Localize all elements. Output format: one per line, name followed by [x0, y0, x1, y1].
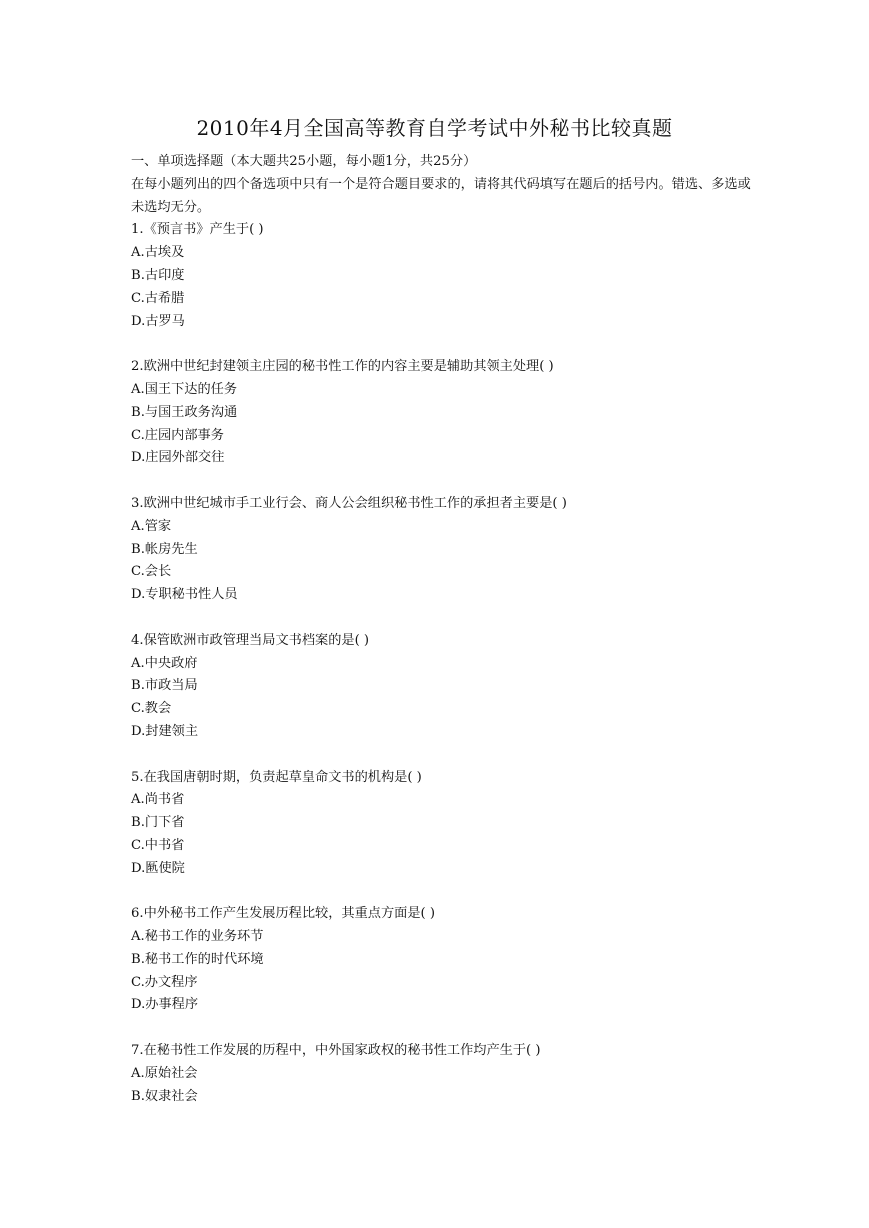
- option-b: B.秘书工作的时代环境: [131, 951, 264, 967]
- option-d: D.专职秘书性人员: [131, 587, 238, 603]
- document-body: [131, 151, 751, 1108]
- option-c: C.会长: [131, 564, 172, 580]
- question-stem: 5.在我国唐朝时期，负责起草皇命文书的机构是( ): [131, 769, 422, 785]
- option-b: B.古印度: [131, 267, 185, 283]
- question-1: [131, 219, 751, 333]
- question-stem: 7.在秘书性工作发展的历程中，中外国家政权的秘书性工作均产生于( ): [131, 1043, 541, 1059]
- option-b: B.市政当局: [131, 678, 198, 694]
- option-a: A.管家: [131, 518, 172, 534]
- option-b: B.奴隶社会: [131, 1088, 198, 1104]
- question-stem: 6.中外秘书工作产生发展历程比较，其重点方面是( ): [131, 906, 435, 922]
- question-stem: 1.《预言书》产生于( ): [131, 222, 264, 238]
- option-d: D.匦使院: [131, 860, 185, 876]
- option-a: A.尚书省: [131, 792, 185, 808]
- option-c: C.庄园内部事务: [131, 427, 224, 443]
- question-stem: 4.保管欧洲市政管理当局文书档案的是( ): [131, 632, 370, 648]
- section-heading: 一、单项选择题（本大题共25小题，每小题1分，共25分）: [131, 154, 477, 169]
- option-d: D.办事程序: [131, 997, 199, 1013]
- question-stem: 2.欧洲中世纪封建领主庄园的秘书性工作的内容主要是辅助其领主处理( ): [131, 359, 554, 375]
- option-b: B.帐房先生: [131, 541, 198, 557]
- option-a: A.秘书工作的业务环节: [131, 929, 264, 945]
- option-a: A.中央政府: [131, 655, 198, 671]
- question-4: [131, 630, 751, 744]
- option-c: C.办文程序: [131, 974, 198, 990]
- question-6: [131, 903, 751, 1017]
- option-d: D.庄园外部交往: [131, 450, 225, 466]
- option-d: D.封建领主: [131, 723, 199, 739]
- question-3: [131, 493, 751, 607]
- section-instruction: 在每小题列出的四个备选项中只有一个是符合题目要求的，请将其代码填写在题后的括号内。错选、多选或未选均无分。: [131, 176, 751, 215]
- option-c: C.教会: [131, 701, 172, 717]
- option-a: A.原始社会: [131, 1065, 198, 1081]
- question-5: [131, 767, 751, 881]
- option-d: D.古罗马: [131, 313, 185, 329]
- document-title: 2010年4月全国高等教育自学考试中外秘书比较真题: [196, 116, 673, 140]
- question-7: [131, 1040, 751, 1108]
- question-stem: 3.欧洲中世纪城市手工业行会、商人公会组织秘书性工作的承担者主要是( ): [131, 495, 567, 511]
- option-c: C.古希腊: [131, 290, 185, 306]
- option-a: A.国王下达的任务: [131, 381, 238, 397]
- option-b: B.门下省: [131, 815, 185, 831]
- option-b: B.与国王政务沟通: [131, 404, 238, 420]
- option-c: C.中书省: [131, 837, 185, 853]
- question-list: [131, 219, 751, 1108]
- option-a: A.古埃及: [131, 245, 185, 261]
- question-2: [131, 356, 751, 470]
